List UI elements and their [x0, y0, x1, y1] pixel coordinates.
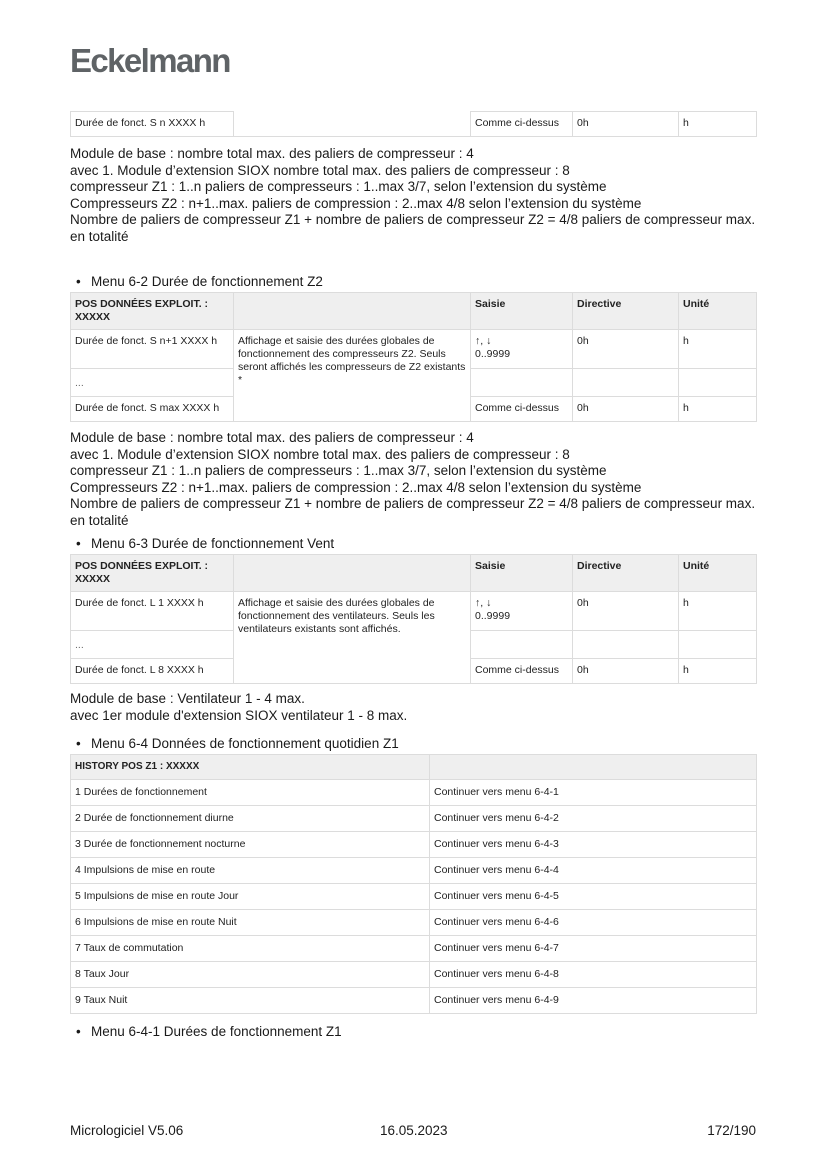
cell-action-link[interactable]: Continuer vers menu 6-4-4: [430, 858, 757, 884]
header-directive: Directive: [573, 555, 679, 592]
section-title: Menu 6-3 Durée de fonctionnement Vent: [91, 536, 335, 551]
note-line: compresseur Z1 : 1..n paliers de compresseurs : 1..max 3/7, selon l’extension du système: [70, 179, 607, 194]
cell-name: 9 Taux Nuit: [71, 988, 430, 1014]
note-line: Nombre de paliers de compresseur Z1 + nombre de paliers de compresseur Z2 = 4/8 paliers de compresseur max. en totalité: [70, 212, 756, 244]
section-heading-menu-6-4: [76, 736, 399, 752]
cell-name: Durée de fonct. L 1 XXXX h: [71, 592, 234, 631]
section-heading-menu-6-3: [76, 536, 334, 552]
header-unite: Unité: [679, 293, 757, 330]
header-pos: POS DONNÉES EXPLOIT. : XXXXX: [71, 555, 234, 592]
section-heading-menu-6-2: [76, 274, 323, 290]
footer-date: 16.05.2023: [380, 1123, 448, 1138]
note-line: Module de base : nombre total max. des paliers de compresseur : 4: [70, 146, 474, 161]
cell-unite: h: [679, 592, 757, 631]
header-saisie: Saisie: [471, 293, 573, 330]
value-range: 0..9999: [475, 610, 511, 622]
cell-unite: h: [679, 112, 757, 137]
cell-description: Affichage et saisie des durées globales de fonctionnement des compresseurs Z2. Seuls seront affichés les compresseurs de Z2 existants *: [234, 330, 471, 422]
table-header-row: [71, 293, 757, 330]
footer-firmware-version: Micrologiciel V5.06: [70, 1123, 184, 1138]
cell-action-link[interactable]: Continuer vers menu 6-4-1: [430, 780, 757, 806]
cell-directive: 0h: [573, 330, 679, 369]
cell-directive: [573, 369, 679, 397]
table-row[interactable]: [71, 910, 757, 936]
header-history-pos: HISTORY POS Z1 : XXXXX: [71, 755, 430, 780]
table-menu-6-2: [70, 292, 757, 422]
cell-saisie: Comme ci-dessus: [471, 397, 573, 422]
cell-name: 7 Taux de commutation: [71, 936, 430, 962]
table-menu-6-4: [70, 754, 757, 1014]
cell-name: 3 Durée de fonctionnement nocturne: [71, 832, 430, 858]
table-row[interactable]: [71, 832, 757, 858]
note-fan-limits: [70, 691, 770, 724]
cell-saisie: [471, 369, 573, 397]
note-line: avec 1. Module d’extension SIOX nombre total max. des paliers de compresseur : 8: [70, 162, 570, 178]
header-saisie: Saisie: [471, 555, 573, 592]
table-row[interactable]: [71, 988, 757, 1014]
cell-name: Durée de fonct. S max XXXX h: [71, 397, 234, 422]
cell-action-link[interactable]: Continuer vers menu 6-4-5: [430, 884, 757, 910]
note-compressor-limits-2: [70, 430, 770, 529]
bullet-icon: •: [76, 1024, 81, 1039]
table-row: [71, 330, 757, 369]
note-line: avec 1er module d'extension SIOX ventilateur 1 - 8 max.: [70, 707, 408, 723]
table-row[interactable]: [71, 858, 757, 884]
cell-action-link[interactable]: Continuer vers menu 6-4-7: [430, 936, 757, 962]
cell-directive: 0h: [573, 112, 679, 137]
table-row[interactable]: [71, 962, 757, 988]
header-directive: Directive: [573, 293, 679, 330]
cell-saisie: Comme ci-dessus: [471, 112, 573, 137]
cell-name: 1 Durées de fonctionnement: [71, 780, 430, 806]
cell-action-link[interactable]: Continuer vers menu 6-4-6: [430, 910, 757, 936]
bullet-icon: •: [76, 536, 81, 551]
table-header-row: [71, 555, 757, 592]
cell-unite: h: [679, 330, 757, 369]
cell-saisie: [471, 330, 573, 369]
table-menu-6-1-continuation: [70, 111, 757, 137]
cell-name: Durée de fonct. S n XXXX h: [71, 112, 234, 137]
table-row[interactable]: [71, 936, 757, 962]
cell-directive: 0h: [573, 659, 679, 684]
cell-unite: h: [679, 659, 757, 684]
arrow-keys-icon: ↑, ↓: [475, 597, 492, 609]
value-range: 0..9999: [475, 348, 511, 360]
note-line: avec 1. Module d’extension SIOX nombre total max. des paliers de compresseur : 8: [70, 446, 570, 462]
table-row: [71, 112, 757, 137]
bullet-icon: •: [76, 736, 81, 751]
table-row[interactable]: [71, 780, 757, 806]
cell-action-link[interactable]: Continuer vers menu 6-4-2: [430, 806, 757, 832]
cell-name: Durée de fonct. S n+1 XXXX h: [71, 330, 234, 369]
bullet-icon: •: [76, 274, 81, 289]
table-row[interactable]: [71, 884, 757, 910]
cell-name: ...: [71, 631, 234, 659]
header-pos: POS DONNÉES EXPLOIT. : XXXXX: [71, 293, 234, 330]
note-line: Compresseurs Z2 : n+1..max. paliers de compression : 2..max 4/8 selon l’extension du système: [70, 479, 642, 495]
table-row[interactable]: [71, 806, 757, 832]
arrow-keys-icon: ↑, ↓: [475, 335, 492, 347]
cell-saisie: [471, 592, 573, 631]
header-description: [234, 555, 471, 592]
cell-action-link[interactable]: Continuer vers menu 6-4-9: [430, 988, 757, 1014]
header-action: [430, 755, 757, 780]
cell-name: Durée de fonct. L 8 XXXX h: [71, 659, 234, 684]
cell-directive: 0h: [573, 592, 679, 631]
cell-unite: [679, 369, 757, 397]
cell-name: 5 Impulsions de mise en route Jour: [71, 884, 430, 910]
cell-action-link[interactable]: Continuer vers menu 6-4-3: [430, 832, 757, 858]
table-header-row: [71, 755, 757, 780]
cell-unite: h: [679, 397, 757, 422]
table-menu-6-3: [70, 554, 757, 684]
header-unite: Unité: [679, 555, 757, 592]
cell-saisie: Comme ci-dessus: [471, 659, 573, 684]
section-heading-menu-6-4-1: [76, 1024, 342, 1040]
cell-saisie: [471, 631, 573, 659]
section-title: Menu 6-4 Données de fonctionnement quotidien Z1: [91, 736, 399, 751]
note-line: compresseur Z1 : 1..n paliers de compresseurs : 1..max 3/7, selon l’extension du système: [70, 463, 607, 478]
footer-page-number: 172/190: [707, 1123, 756, 1138]
cell-name: 6 Impulsions de mise en route Nuit: [71, 910, 430, 936]
eckelmann-logo: Eckelmann: [70, 42, 230, 79]
section-title: Menu 6-4-1 Durées de fonctionnement Z1: [91, 1024, 342, 1039]
cell-directive: 0h: [573, 397, 679, 422]
cell-name: 8 Taux Jour: [71, 962, 430, 988]
cell-action-link[interactable]: Continuer vers menu 6-4-8: [430, 962, 757, 988]
section-title: Menu 6-2 Durée de fonctionnement Z2: [91, 274, 323, 289]
note-line: Nombre de paliers de compresseur Z1 + nombre de paliers de compresseur Z2 = 4/8 paliers de compresseur max. en totalité: [70, 496, 756, 528]
note-line: Module de base : nombre total max. des paliers de compresseur : 4: [70, 430, 474, 445]
cell-description: [234, 112, 471, 137]
note-line: Module de base : Ventilateur 1 - 4 max.: [70, 691, 305, 706]
cell-unite: [679, 631, 757, 659]
cell-name: 2 Durée de fonctionnement diurne: [71, 806, 430, 832]
cell-name: ...: [71, 369, 234, 397]
cell-name: 4 Impulsions de mise en route: [71, 858, 430, 884]
note-compressor-limits-1: [70, 146, 770, 245]
table-row: [71, 592, 757, 631]
cell-description: Affichage et saisie des durées globales de fonctionnement des ventilateurs. Seuls les ventilateurs existants sont affichés.: [234, 592, 471, 684]
header-description: [234, 293, 471, 330]
cell-directive: [573, 631, 679, 659]
note-line: Compresseurs Z2 : n+1..max. paliers de compression : 2..max 4/8 selon l’extension du système: [70, 195, 642, 211]
